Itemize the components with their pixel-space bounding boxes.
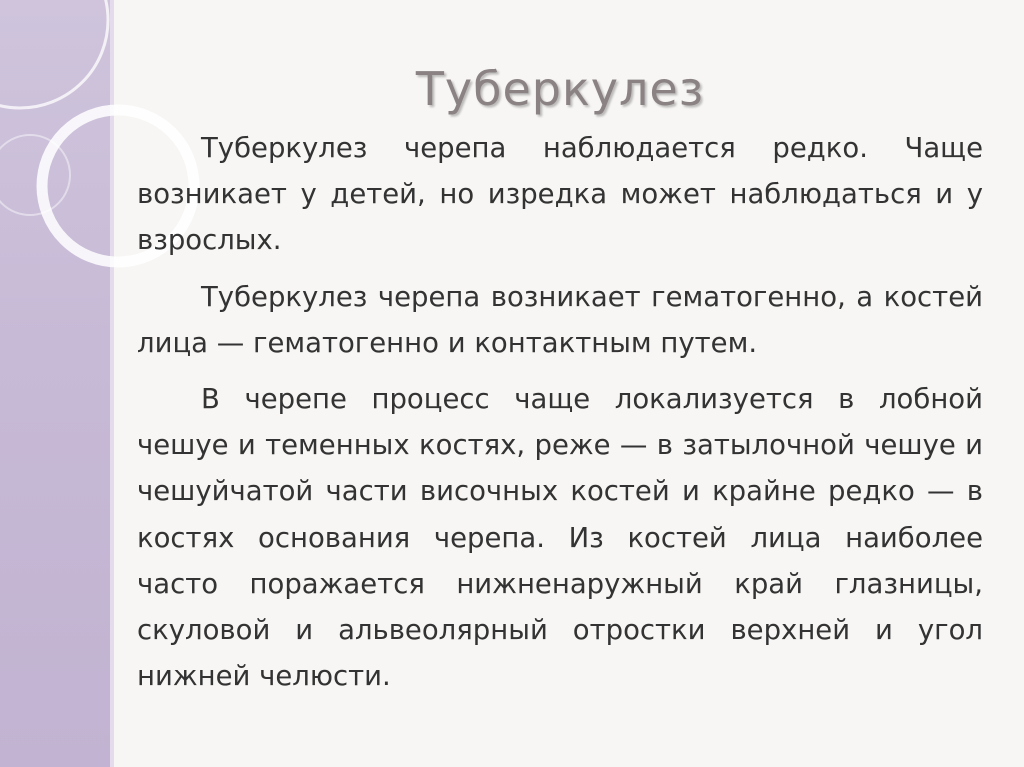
deco-circle-large xyxy=(0,0,108,108)
paragraph-3: В черепе процесс чаще локализуется в лобной чешуе и теменных костях, реже — в затылочной чешуе и чешуйчатой части височных костей и крайне редко — в костях основания черепа. Из костей лица наиболее часто поражается нижненаружный край глазницы, скуловой и альвеолярный отростки верхней и угол нижней челюсти. xyxy=(137,383,983,693)
deco-circle-small xyxy=(0,135,70,215)
paragraph-1: Туберкулез черепа наблюдается редко. Чаще возникает у детей, но изредка может наблюдаться и у взрослых. xyxy=(137,132,983,257)
slide-title: Туберкулез xyxy=(415,62,705,116)
paragraph-2: Туберкулез черепа возникает гематогенно, а костей лица — гематогенно и контактным путем. xyxy=(137,280,983,359)
slide-body xyxy=(137,125,983,699)
